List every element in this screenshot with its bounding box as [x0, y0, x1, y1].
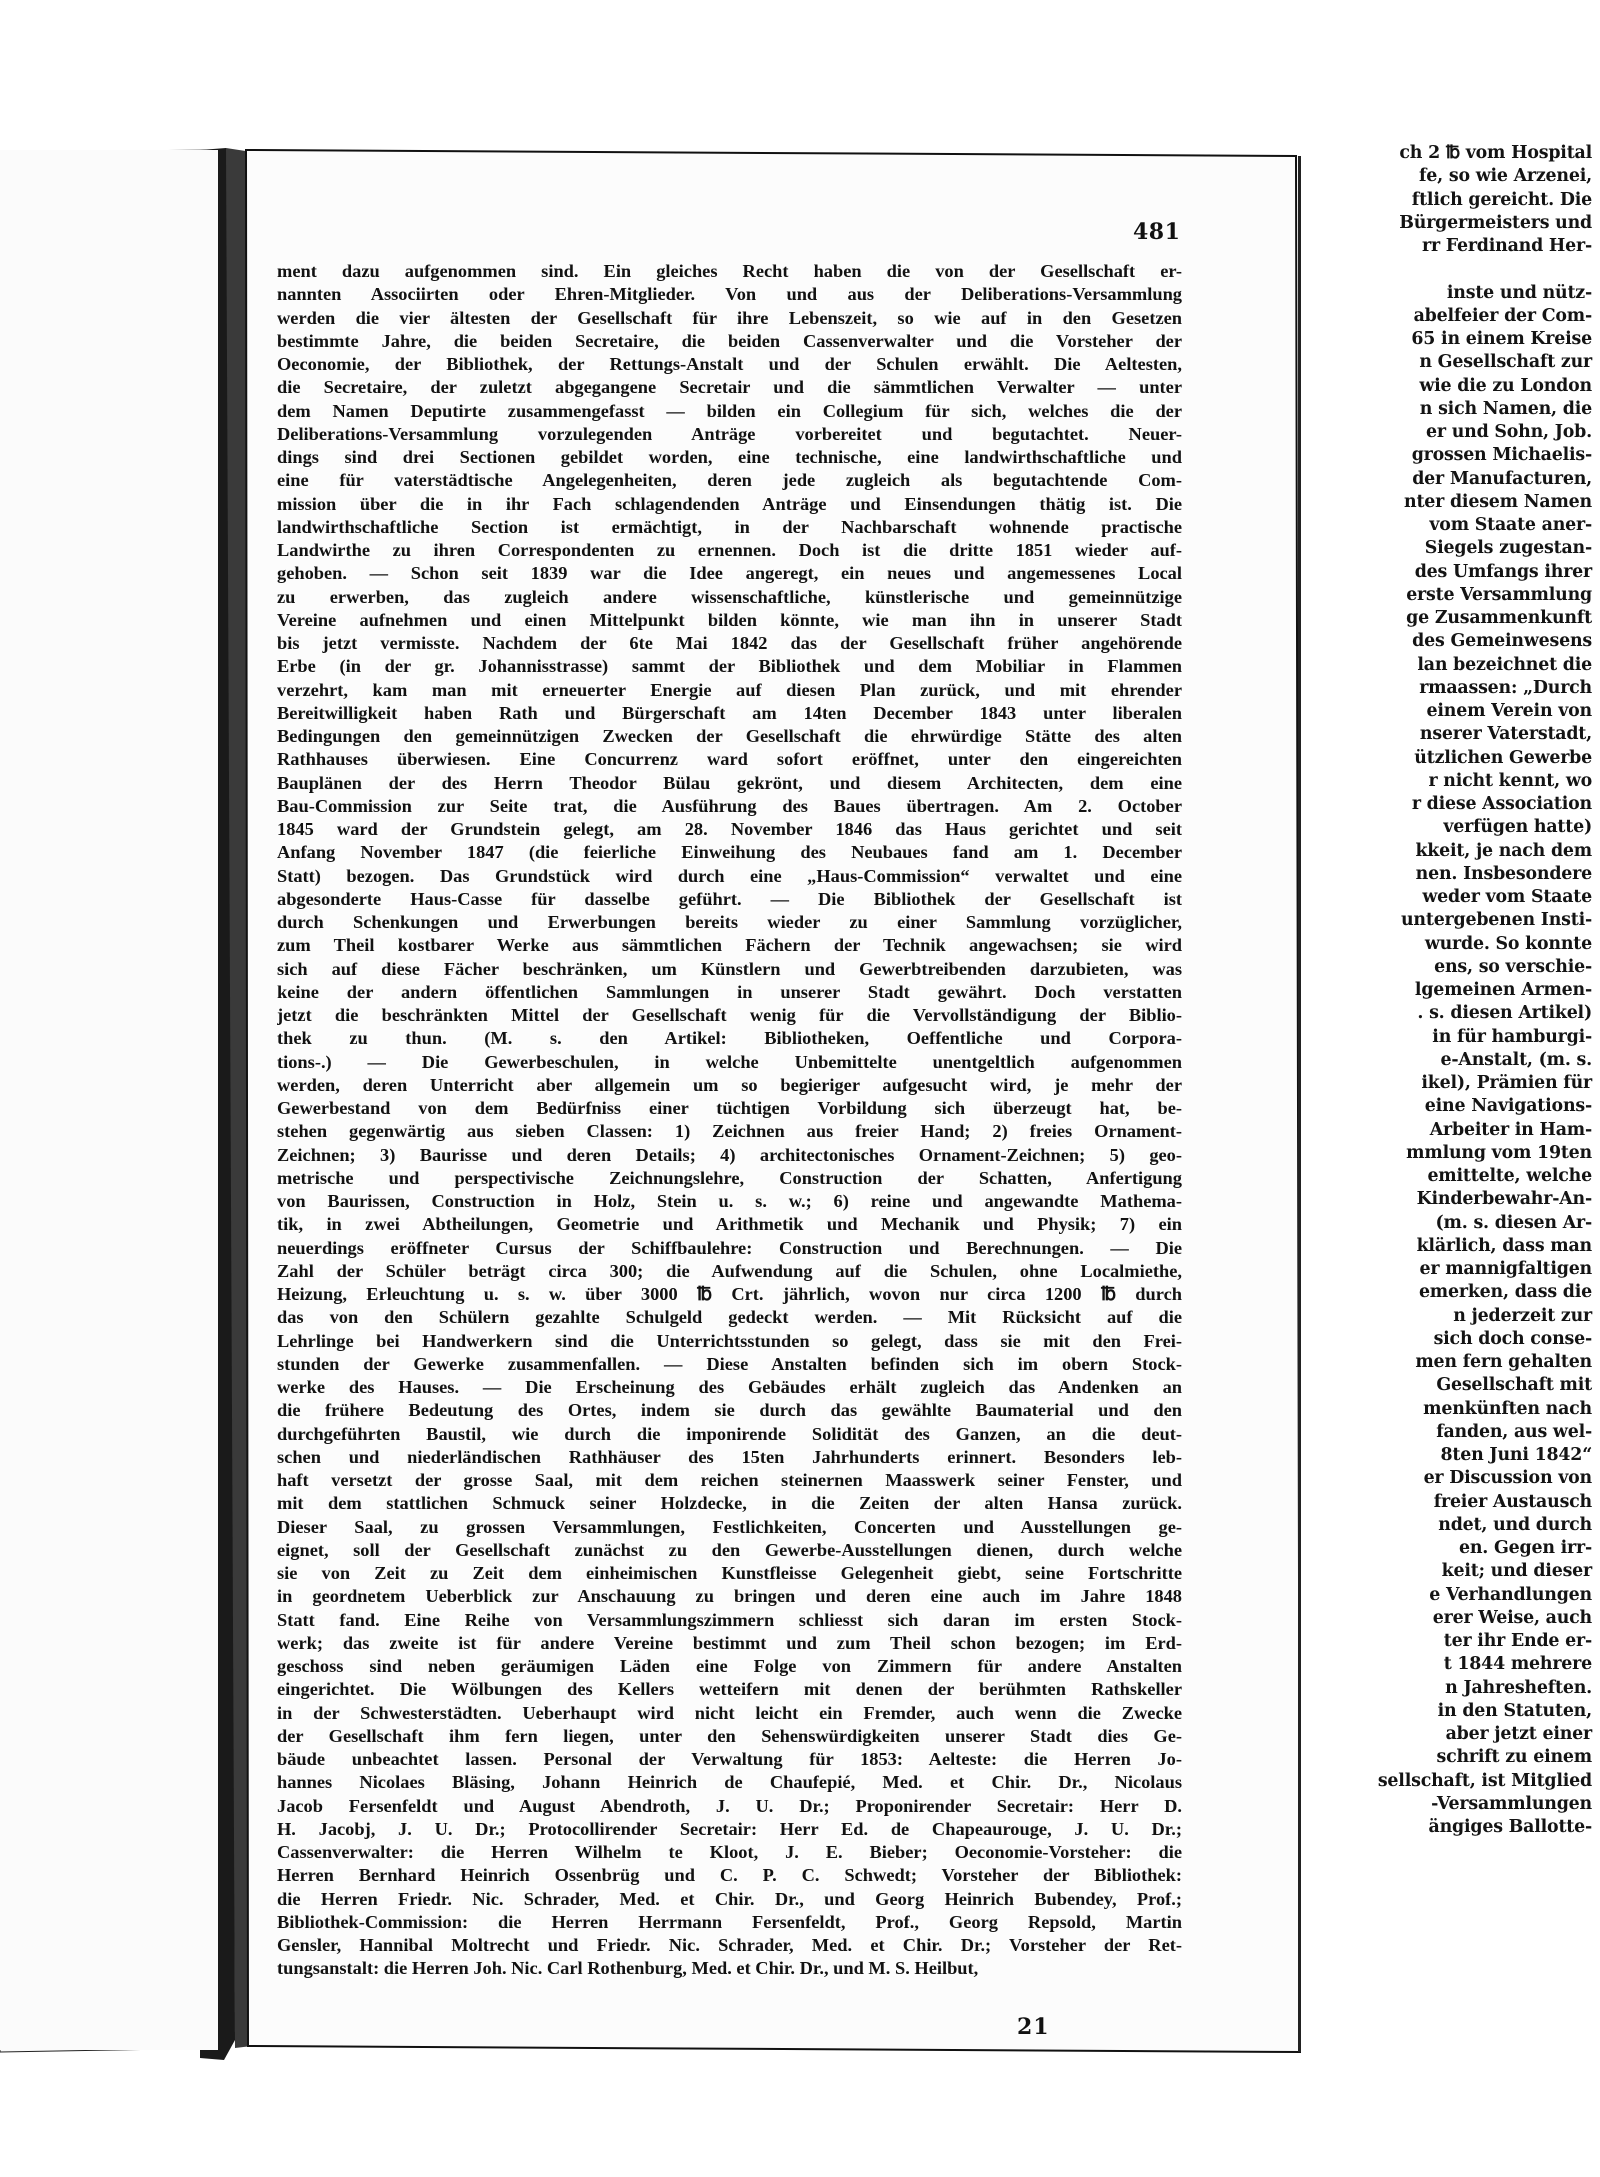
text-line: H. Jacobj, J. U. Dr.; Protocollirender Secretair: Herr Ed. de Chapeaurouge, J. U. Dr.;	[277, 1818, 1182, 1839]
left-column-line: r nicht kennt, wo	[1428, 770, 1592, 791]
text-line: werden, deren Unterricht aber allgemein um so begieriger aufgesucht wird, je mehr der	[277, 1074, 1182, 1095]
left-column-line: ftlich gereicht. Die	[1411, 189, 1592, 210]
left-column-line: grossen Michaelis-	[1411, 445, 1592, 466]
text-line: stunden der Gewerke zusammenfallen. — Diese Anstalten befinden sich im obern Stock-	[277, 1353, 1182, 1374]
text-line: Statt) bezogen. Das Grundstück wird durch eine „Haus-Commission“ verwaltet und eine	[277, 865, 1182, 886]
left-column-line: er Discussion von	[1423, 1468, 1592, 1489]
left-column-line: 65 in einem Kreise	[1411, 329, 1592, 349]
left-column-line: n Jahresheften.	[1445, 1677, 1592, 1698]
left-column-line: vom Staate aner-	[1429, 515, 1592, 535]
left-column-line: Arbeiter in Ham-	[1429, 1119, 1592, 1140]
left-column-line: r diese Association	[1411, 794, 1592, 814]
left-column-line: erste Versammlung	[1406, 584, 1592, 605]
text-line: landwirthschaftliche Section ist ermächtigt, in der Nachbarschaft wohnende practische	[277, 516, 1182, 537]
left-column-line: n Gesellschaft zur	[1419, 352, 1592, 373]
text-line: verzehrt, kam man mit erneuerter Energie auf diesen Plan zurück, und mit ehrender	[277, 679, 1182, 700]
text-line: Vereine aufnehmen und einen Mittelpunkt bilden könnte, wie man ihn in unserer Stadt	[277, 609, 1182, 630]
left-column-line: weder vom Staate	[1422, 887, 1592, 907]
main-body-text	[277, 260, 1182, 1981]
left-column-line: wie die zu London	[1419, 375, 1592, 396]
left-column-line: Siegels zugestan-	[1424, 538, 1592, 559]
text-line: Rathhauses überwiesen. Eine Concurrenz ward sofort eröffnet, unter den eingereichten	[277, 749, 1182, 770]
text-line: jetzt die beschränkten Mittel der Gesellschaft wenig für die Vervollständigung der Biblio-	[277, 1005, 1182, 1025]
left-column-line: freier Austausch	[1433, 1491, 1592, 1512]
text-line: mit dem stattlichen Schmuck seiner Holzdecke, in die Zeiten der alten Hansa zurück.	[277, 1493, 1182, 1514]
text-line: werk; das zweite ist für andere Vereine bestimmt und zum Theil schon bezogen; im Erd-	[277, 1632, 1182, 1653]
left-column-line: keit; und dieser	[1441, 1561, 1592, 1582]
text-line: Bedingungen den gemeinnützigen Zwecken der Gesellschaft die ehrwürdige Stätte des alten	[277, 726, 1182, 746]
text-line: dem Namen Deputirte zusammengefasst — bilden ein Collegium für sich, welches die der	[277, 400, 1182, 421]
text-line: Zeichnen; 3) Baurisse und deren Details; 4) architectonisches Ornament-Zeichnen; 5) geo-	[277, 1144, 1182, 1165]
left-page-fragment	[0, 150, 218, 2050]
left-column-line: ter ihr Ende er-	[1443, 1631, 1592, 1651]
text-line: in geordnetem Ueberblick zur Anschauung zu bringen und deren eine auch im Jahre 1848	[277, 1586, 1182, 1607]
text-line: mission über die in ihr Fach schlagendenden Anträge und Einsendungen thätig ist. Die	[277, 493, 1182, 514]
text-line: durchgeführten Baustil, wie durch die imponirende Solidität des Ganzen, an die deut-	[277, 1423, 1182, 1444]
left-column-line: sellschaft, ist Mitglied	[1377, 1770, 1592, 1791]
text-line: Jacob Fersenfeldt und August Abendroth, J. U. Dr.; Proponirender Secretair: Herr D.	[277, 1795, 1182, 1816]
left-column-line: sich doch conse-	[1433, 1328, 1592, 1349]
signature-mark: 21	[1017, 2014, 1050, 2040]
left-column-line: ikel), Prämien für	[1421, 1073, 1592, 1093]
left-column-line: ützlichen Gewerbe	[1414, 747, 1592, 768]
text-line: Gensler, Hannibal Moltrecht und Friedr. Nic. Schrader, Med. et Chir. Dr.; Vorsteher der Ret-	[277, 1935, 1182, 1955]
text-line: Deliberations-Versammlung vorzulegenden Anträge vorbereitet und begutachtet. Neuer-	[277, 423, 1182, 444]
text-line: Landwirthe zu ihren Correspondenten zu ernennen. Doch ist die dritte 1851 wieder auf-	[277, 540, 1182, 560]
left-column-line: verfügen hatte)	[1443, 817, 1592, 838]
left-column-line: schrift zu einem	[1436, 1747, 1592, 1768]
text-line: Cassenverwalter: die Herren Wilhelm te Kloot, J. E. Bieber; Oeconomie-Vorsteher: die	[277, 1842, 1182, 1862]
text-line: abgesonderte Haus-Casse für dasselbe geführt. — Die Bibliothek der Gesellschaft ist	[277, 888, 1182, 909]
text-line: 1845 ward der Grundstein gelegt, am 28. November 1846 das Haus gerichtet und seit	[277, 819, 1182, 839]
left-column-line: emerken, dass die	[1418, 1282, 1592, 1303]
left-column-line: 8ten Juni 1842“	[1440, 1445, 1592, 1465]
text-line: Gewerbestand von dem Bedürfniss einer tüchtigen Vorbildung sich überzeugt hat, be-	[277, 1098, 1182, 1118]
text-line: thek zu thun. (M. s. den Artikel: Bibliotheken, Oeffentliche und Corpora-	[277, 1028, 1182, 1049]
left-column-line	[1378, 258, 1592, 281]
left-column-line: klärlich, dass man	[1416, 1235, 1592, 1256]
left-column-line: Bürgermeisters und	[1399, 212, 1592, 233]
text-line: werden die vier ältesten der Gesellschaft für ihre Lebenszeit, so wie auf in den Gesetzen	[277, 307, 1182, 328]
text-line: tungsanstalt: die Herren Joh. Nic. Carl Rothenburg, Med. et Chir. Dr., und M. S. Heilbut,	[277, 1958, 979, 1979]
left-column-line: e Verhandlungen	[1429, 1584, 1592, 1605]
left-column-line: menkünften nach	[1423, 1398, 1592, 1419]
left-column-line: (m. s. diesen Ar-	[1435, 1212, 1592, 1233]
text-line: Herren Bernhard Heinrich Ossenbrüg und C. P. C. Schwedt; Vorsteher der Bibliothek:	[277, 1865, 1182, 1886]
text-line: sich auf diese Fächer beschränken, um Künstlern und Gewerbtreibenden darzubieten, was	[277, 958, 1182, 979]
text-line: neuerdings eröffneter Cursus der Schiffbaulehre: Construction und Berechnungen. — Die	[277, 1237, 1182, 1258]
text-line: Anfang November 1847 (die feierliche Einweihung des Neubaues fand am 1. December	[277, 842, 1182, 863]
left-column-line: er mannigfaltigen	[1419, 1259, 1592, 1279]
text-line: ment dazu aufgenommen sind. Ein gleiches Recht haben die von der Gesellschaft er-	[277, 261, 1182, 281]
text-line: schen und niederländischen Rathhäuser des 15ten Jahrhunderts erinnert. Besonders leb-	[277, 1446, 1182, 1467]
text-line: tions-.) — Die Gewerbeschulen, in welche Unbemittelte unentgeltlich aufgenommen	[277, 1051, 1182, 1072]
left-column-line: n sich Namen, die	[1419, 398, 1592, 419]
left-column-line: Kinderbewahr-An-	[1416, 1189, 1592, 1210]
text-line: Bau-Commission zur Seite trat, die Ausführung des Baues übertragen. Am 2. October	[277, 795, 1182, 816]
text-line: eingerichtet. Die Wölbungen des Kellers wetteifern mit denen der berühmten Rathskeller	[277, 1679, 1182, 1700]
left-column-line: lan bezeichnet die	[1417, 654, 1592, 675]
left-column-line: kkeit, je nach dem	[1415, 840, 1592, 861]
left-column-line: Gesellschaft mit	[1436, 1375, 1592, 1396]
left-column-line: aber jetzt einer	[1445, 1724, 1592, 1744]
left-column-line: des Umfangs ihrer	[1414, 561, 1592, 582]
left-column-line: . s. diesen Artikel)	[1417, 1003, 1592, 1024]
left-column-line: e-Anstalt, (m. s.	[1440, 1049, 1592, 1070]
left-column-line: rmaassen: „Durch	[1419, 677, 1592, 698]
text-line: eignet, soll der Gesellschaft zunächst zu den Gewerbe-Ausstellungen dienen, durch welche	[277, 1539, 1182, 1560]
left-column-line: rr Ferdinand Her-	[1421, 236, 1592, 256]
text-line: zum Theil kostbarer Werke aus sämmtlichen Fächern der Technik angewachsen; sie wird	[277, 935, 1182, 956]
left-column-line: nter diesem Namen	[1404, 491, 1592, 512]
text-line: in der Schwesterstädten. Ueberhaupt wird nicht leicht ein Fremder, auch wenn die Zwecke	[277, 1702, 1182, 1723]
text-line: gehoben. — Schon seit 1839 war die Idee angeregt, ein neues und angemessenes Local	[277, 563, 1182, 584]
text-line: die frühere Bedeutung des Ortes, indem sie durch das gewählte Baumaterial und den	[277, 1400, 1182, 1421]
text-line: stehen gegenwärtig aus sieben Classen: 1) Zeichnen aus freier Hand; 2) freies Ornament-	[277, 1121, 1182, 1142]
text-line: haft versetzt der grosse Saal, mit dem reichen steinernen Maasswerk seiner Fenster, und	[277, 1470, 1182, 1490]
page-number: 481	[1133, 219, 1181, 245]
text-line: Dieser Saal, zu grossen Versammlungen, Festlichkeiten, Concerten und Ausstellungen ge-	[277, 1516, 1182, 1537]
left-column-line: fanden, aus wel-	[1436, 1421, 1592, 1442]
left-column-line: er und Sohn, Job.	[1426, 422, 1592, 442]
text-line: Lehrlinge bei Handwerkern sind die Unterrichtsstunden so gelegt, dass sie mit den Frei-	[277, 1330, 1182, 1351]
left-column-line: nserer Vaterstadt,	[1419, 724, 1592, 745]
left-column-line: in den Statuten,	[1437, 1700, 1592, 1721]
text-line: werke des Hauses. — Die Erscheinung des Gebäudes erhält zugleich das Andenken an	[277, 1377, 1182, 1397]
text-line: bis jetzt vermisste. Nachdem der 6te Mai 1842 das der Gesellschaft früher angehörende	[277, 633, 1182, 653]
left-column-line: eine Navigations-	[1424, 1096, 1592, 1117]
text-line: geschoss sind neben geräumigen Läden eine Folge von Zimmern für andere Anstalten	[277, 1656, 1182, 1676]
left-column-line: einem Verein von	[1426, 701, 1592, 721]
left-column-line: men fern gehalten	[1415, 1352, 1592, 1372]
left-column-line: nen. Insbesondere	[1415, 863, 1592, 884]
text-line: Erbe (in der gr. Johannisstrasse) sammt der Bibliothek und dem Mobiliar in Flammen	[277, 656, 1182, 677]
left-column-text	[1378, 142, 1592, 1839]
text-line: keine der andern öffentlichen Sammlungen in unserer Stadt gewährt. Doch verstatten	[277, 981, 1182, 1002]
left-column-line: -Versammlungen	[1431, 1793, 1592, 1814]
text-line: Statt fand. Eine Reihe von Versammlungszimmern schliesst sich daran im ersten Stock-	[277, 1609, 1182, 1630]
left-column-line: ängiges Ballotte-	[1428, 1817, 1592, 1837]
text-line: die Secretaire, der zuletzt abgegangene Secretair und die sämmtlichen Verwalter — unter	[277, 377, 1182, 398]
left-column-line: mmlung vom 19ten	[1406, 1142, 1592, 1163]
text-line: das von den Schülern gezahlte Schulgeld gedeckt werden. — Mit Rücksicht auf die	[277, 1307, 1182, 1328]
text-line: sie von Zeit zu Zeit dem einheimischen Kunstfleisse Gelegenheit giebt, seine Fortschritte	[277, 1563, 1182, 1583]
left-column-line: ch 2 ℔ vom Hospital	[1399, 143, 1592, 163]
left-column-line: ens, so verschie-	[1434, 956, 1592, 977]
text-line: eine für vaterstädtische Angelegenheiten, deren jede zugleich als begutachtende Com-	[277, 470, 1182, 491]
text-line: Bibliothek-Commission: die Herren Herrmann Fersenfeldt, Prof., Georg Repsold, Martin	[277, 1911, 1182, 1932]
text-line: Oeconomie, der Bibliothek, der Rettungs-Anstalt und der Schulen erwählt. Die Aeltesten,	[277, 354, 1182, 374]
text-line: bäude unbeachtet lassen. Personal der Verwaltung für 1853: Aelteste: die Herren Jo-	[277, 1749, 1182, 1769]
text-line: dings sind drei Sectionen gebildet worden, eine technische, eine landwirthschaftliche und	[277, 447, 1182, 467]
left-column-line: der Manufacturen,	[1412, 468, 1592, 489]
text-line: Bereitwilligkeit haben Rath und Bürgerschaft am 14ten December 1843 unter liberalen	[277, 702, 1182, 723]
left-column-line: lgemeinen Armen-	[1414, 980, 1592, 1000]
text-line: zu erwerben, das zugleich andere wissenschaftliche, künstlerische und gemeinnützige	[277, 586, 1182, 607]
text-line: der Gesellschaft ihm fern liegen, unter den Sehenswürdigkeiten unserer Stadt dies Ge-	[277, 1725, 1182, 1746]
text-line: bestimmte Jahre, die beiden Secretaire, die beiden Cassenverwalter und die Vorsteher der	[277, 330, 1182, 351]
left-column-line: abelfeier der Com-	[1413, 305, 1592, 326]
left-column-line: untergebenen Insti-	[1400, 910, 1592, 931]
text-line: hannes Nicolaes Bläsing, Johann Heinrich de Chaufepié, Med. et Chir. Dr., Nicolaus	[277, 1772, 1182, 1793]
left-column-line: fe, so wie Arzenei,	[1419, 166, 1592, 187]
left-column-line: n jederzeit zur	[1453, 1305, 1592, 1326]
page-edge-right-border	[1298, 156, 1301, 2052]
left-column-line: inste und nütz-	[1446, 282, 1592, 303]
text-line: metrische und perspectivische Zeichnungslehre, Construction der Schatten, Anfertigung	[277, 1167, 1182, 1188]
left-column-line: des Gemeinwesens	[1412, 631, 1592, 652]
left-column-line: erer Weise, auch	[1432, 1607, 1592, 1628]
left-column-line: en. Gegen irr-	[1458, 1538, 1592, 1558]
text-line: nannten Associirten oder Ehren-Mitglieder. Von und aus der Deliberations-Versammlung	[277, 284, 1182, 305]
text-line: durch Schenkungen und Erwerbungen bereits wieder zu einer Sammlung vorzüglicher,	[277, 912, 1182, 932]
left-column-line: t 1844 mehrere	[1443, 1654, 1592, 1675]
left-column-line: emittelte, welche	[1427, 1166, 1592, 1186]
text-line: tik, in zwei Abtheilungen, Geometrie und Arithmetik und Mechanik und Physik; 7) ein	[277, 1214, 1182, 1235]
left-column-line: ge Zusammenkunft	[1406, 608, 1592, 628]
text-line: Heizung, Erleuchtung u. s. w. über 3000 ℔ Crt. jährlich, wovon nur circa 1200 ℔ durch	[277, 1284, 1182, 1304]
left-column-line: wurde. So konnte	[1424, 933, 1592, 954]
left-column-line: ndet, und durch	[1438, 1514, 1592, 1535]
text-line: von Baurissen, Construction in Holz, Stein u. s. w.; 6) reine und angewandte Mathema-	[277, 1191, 1182, 1211]
text-line: Bauplänen der des Herrn Theodor Bülau gekrönt, und diesem Architecten, dem eine	[277, 772, 1182, 793]
left-column-line: in für hamburgi-	[1432, 1026, 1592, 1047]
text-line: die Herren Friedr. Nic. Schrader, Med. et Chir. Dr., und Georg Heinrich Bubendey, Prof.;	[277, 1888, 1182, 1909]
text-line: Zahl der Schüler beträgt circa 300; die Aufwendung auf die Schulen, ohne Localmiethe,	[277, 1260, 1182, 1281]
